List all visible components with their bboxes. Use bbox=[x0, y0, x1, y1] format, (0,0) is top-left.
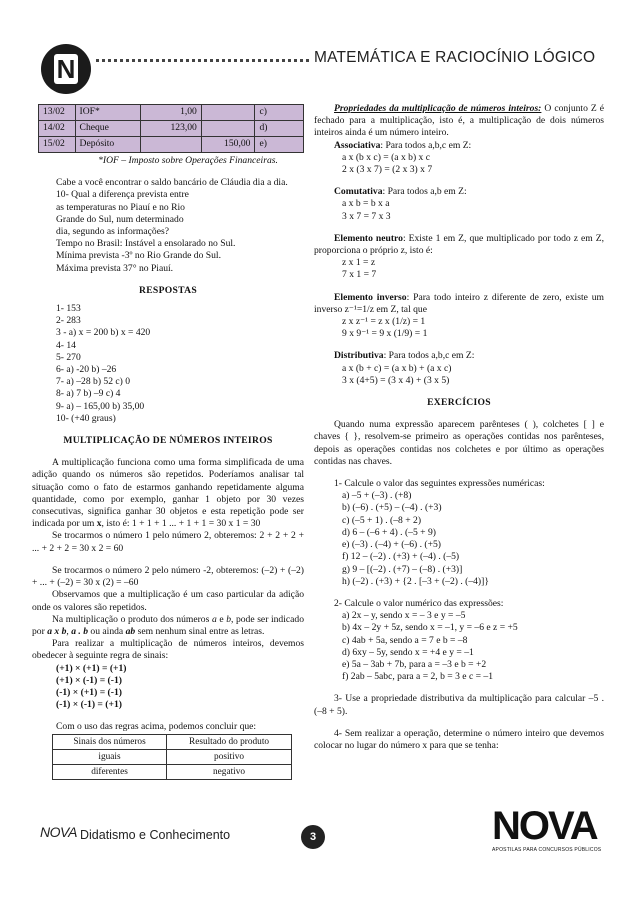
paragraph: Propriedades da multiplicação de números inteiros: O conjunto Z é fechado para a multiplicação, isto é, a multiplicação de dois números inteiros ainda é um número inteiro. bbox=[314, 103, 604, 139]
resposta-item: 4- 14 bbox=[56, 339, 76, 351]
exercise-item: h) (–2) . (+3) + {2 . [–3 + (–2) . (–4)]} bbox=[342, 575, 489, 587]
resposta-item: 1- 153 bbox=[56, 303, 81, 315]
formula-line: 2 x (3 x 7) = (2 x 3) x 7 bbox=[342, 164, 433, 176]
exercise-title: 2- Calcule o valor numérico das expressões: bbox=[334, 597, 504, 609]
exercise-item: a) 2x – y, sendo x = – 3 e y = –5 bbox=[342, 610, 466, 622]
table-row: Sinais dos números Resultado do produto bbox=[53, 734, 292, 749]
table-row: 15/02 Depósito 150,00 e) bbox=[39, 137, 304, 153]
exercise-title: 1- Calcule o valor das seguintes expressões numéricas: bbox=[334, 478, 545, 490]
left-column bbox=[32, 104, 304, 780]
iof-note: *IOF – Imposto sobre Operações Financeiras. bbox=[98, 155, 278, 166]
q10-line: as temperaturas no Piauí e no Rio bbox=[56, 201, 185, 213]
q10-line: dia, segundo as informações? bbox=[56, 226, 169, 238]
brand-word: NOVA bbox=[492, 804, 597, 848]
paragraph: Para realizar a multiplicação de números inteiros, devemos obedecer à seguinte regra de sinais: bbox=[32, 638, 304, 662]
resposta-item: 10- (+40 graus) bbox=[56, 412, 116, 424]
paragraph: Na multiplicação o produto dos números a e b, pode ser indicado por a x b, a . b ou ainda ab sem nenhum sinal entre as letras. bbox=[32, 613, 305, 637]
property-line: Comutativa: Para todos a,b em Z: bbox=[334, 186, 467, 198]
formula-line: z x 1 = z bbox=[342, 257, 376, 269]
exercise-item: b) (–6) . (+5) – (–4) . (+3) bbox=[342, 502, 442, 514]
exercise-item: f) 12 – (–2) . (+3) + (–4) . (–5) bbox=[342, 551, 460, 563]
property-line: Elemento inverso: Para todo inteiro z diferente de zero, existe um inverso z⁻¹=1/z em Z, tal que bbox=[314, 291, 604, 315]
sign-rule: (-1) × (-1) = (+1) bbox=[56, 699, 122, 711]
property-line: Elemento neutro: Existe 1 em Z, que multiplicado por todo z em Z, proporciona o próprio z, isto é: bbox=[314, 232, 605, 257]
q10-line: Máxima prevista 37° no Piauí. bbox=[56, 262, 174, 274]
exercise-item: c) 4ab + 5a, sendo a = 7 e b = –8 bbox=[342, 634, 468, 646]
resposta-item: 6- a) -20 b) –26 bbox=[56, 364, 117, 376]
table-row: 13/02 IOF* 1,00 c) bbox=[39, 105, 304, 121]
exercise-item: c) (–5 + 1) . (–8 + 2) bbox=[342, 514, 422, 526]
resposta-item: 2- 283 bbox=[56, 315, 81, 327]
paragraph: Com o uso das regras acima, podemos concluir que: bbox=[56, 721, 257, 733]
header-divider bbox=[96, 59, 309, 62]
exercise-item: a) –5 + (–3) . (+8) bbox=[342, 490, 412, 502]
exercise-item: d) 6 – (–6 + 4) . (–5 + 9) bbox=[342, 526, 436, 538]
logo-letter: N bbox=[56, 54, 76, 84]
paragraph: Se trocarmos o número 2 pelo número -2, obteremos: (–2) + (–2) + ... + (–2) = 30 x (2) = –60 bbox=[32, 564, 304, 589]
paragraph: Se trocarmos o número 1 pelo número 2, obteremos: 2 + 2 + 2 + ... + 2 + 2 = 30 x 2 = 60 bbox=[32, 530, 304, 554]
resposta-item: 9- a) – 165,00 b) 35,00 bbox=[56, 400, 145, 412]
table-row: iguais positivo bbox=[53, 749, 292, 764]
brand-tagline: APOSTILAS PARA CONCURSOS PÚBLICOS bbox=[492, 847, 602, 853]
resposta-item: 3 - a) x = 200 b) x = 420 bbox=[56, 327, 151, 339]
exercise-item: d) 6xy – 5y, sendo x = +4 e y = –1 bbox=[342, 646, 474, 658]
formula-line: 3 x 7 = 7 x 3 bbox=[342, 210, 391, 222]
formula-line: 3 x (4+5) = (3 x 4) + (3 x 5) bbox=[342, 374, 450, 386]
property-line: Associativa: Para todos a,b,c em Z: bbox=[334, 139, 472, 151]
section-heading: MULTIPLICAÇÃO DE NÚMEROS INTEIROS bbox=[63, 435, 273, 447]
paragraph: Observamos que a multiplicação é um caso particular da adição onde os valores são repetidos. bbox=[32, 589, 304, 613]
formula-line: a x (b + c) = (a x b) + (a x c) bbox=[342, 362, 452, 374]
table-row: diferentes negativo bbox=[53, 764, 292, 779]
formula-line: 7 x 1 = 7 bbox=[342, 269, 377, 281]
exercise-item: b) 4x – 2y + 5z, sendo x = –1, y = –6 e z = +5 bbox=[342, 622, 518, 634]
paragraph: A multiplicação funciona como uma forma simplificada de uma adição quando os números são repetidos. Poderíamos analisar tal situação como o fato de estarmos ganhando repetidamente alguma quantidade, como por exemplo, ganhar 1 objeto por 30 vezes consecutivas, significa ganhar 30 objetos e esta repetição pode ser indicada por um x, isto é: 1 + 1 + 1 ... + 1 + 1 = 30 x 1 = 30 bbox=[32, 457, 304, 530]
iof-table bbox=[38, 104, 304, 153]
q10-line: 10- Qual a diferença prevista entre bbox=[56, 189, 189, 201]
q10-line: Tempo no Brasil: Instável a ensolarado no Sul. bbox=[56, 238, 236, 250]
right-column bbox=[314, 103, 604, 752]
formula-line: a x b = b x a bbox=[342, 198, 390, 210]
formula-line: a x (b x c) = (a x b) x c bbox=[342, 151, 430, 163]
q10-line: Grande do Sul, num determinado bbox=[56, 213, 184, 225]
exercise-item: g) 9 – [(–2) . (+7) – (–8) . (+3)] bbox=[342, 563, 463, 575]
sign-rule: (-1) × (+1) = (-1) bbox=[56, 686, 122, 698]
brand-logo bbox=[492, 804, 602, 853]
property-line: Distributiva: Para todos a,b,c em Z: bbox=[334, 350, 475, 362]
sign-table bbox=[52, 734, 292, 781]
exercise-item: e) 5a – 3ab + 7b, para a = –3 e b = +2 bbox=[342, 658, 487, 670]
footer-tagline: Didatismo e Conhecimento bbox=[80, 828, 231, 842]
page-number: 3 bbox=[301, 825, 325, 849]
exercise-item: f) 2ab – 5abc, para a = 2, b = 3 e c = –1 bbox=[342, 671, 494, 683]
sign-rule: (+1) × (+1) = (+1) bbox=[56, 662, 127, 674]
sign-rule: (+1) × (-1) = (-1) bbox=[56, 674, 122, 686]
page-header-title: MATEMÁTICA E RACIOCÍNIO LÓGICO bbox=[314, 49, 596, 66]
exercicios-heading: EXERCÍCIOS bbox=[427, 397, 491, 409]
q10-line: Mínima prevista -3º no Rio Grande do Sul. bbox=[56, 250, 221, 262]
formula-line: 9 x 9⁻¹ = 9 x (1/9) = 1 bbox=[342, 328, 428, 340]
formula-line: z x z⁻¹ = z x (1/z) = 1 bbox=[342, 316, 426, 328]
table-row: 14/02 Cheque 123,00 d) bbox=[39, 121, 304, 137]
resposta-item: 8- a) 7 b) –9 c) 4 bbox=[56, 388, 121, 400]
exercise-title: 3- Use a propriedade distributiva da multiplicação para calcular –5 . (–8 + 5). bbox=[314, 693, 604, 717]
footer-nova-logo: NOVA bbox=[40, 824, 77, 840]
respostas-heading: RESPOSTAS bbox=[139, 284, 197, 296]
resposta-item: 5- 270 bbox=[56, 351, 81, 363]
logo-icon bbox=[41, 44, 91, 94]
exercise-title: 4- Sem realizar a operação, determine o número inteiro que devemos colocar no lugar do número x para que se tenha: bbox=[314, 727, 604, 751]
paragraph: Quando numa expressão aparecem parênteses ( ), colchetes [ ] e chaves { }, resolvem-se primeiro as operações contidas nos parênteses, depois as operações contidas nos colchetes e por último as operações contidas nas chaves. bbox=[314, 419, 604, 467]
intro-text: Cabe a você encontrar o saldo bancário de Cláudia dia a dia. bbox=[56, 177, 288, 189]
resposta-item: 7- a) –28 b) 52 c) 0 bbox=[56, 376, 131, 388]
exercise-item: e) (–3) . (–4) + (–6) . (+5) bbox=[342, 539, 441, 551]
